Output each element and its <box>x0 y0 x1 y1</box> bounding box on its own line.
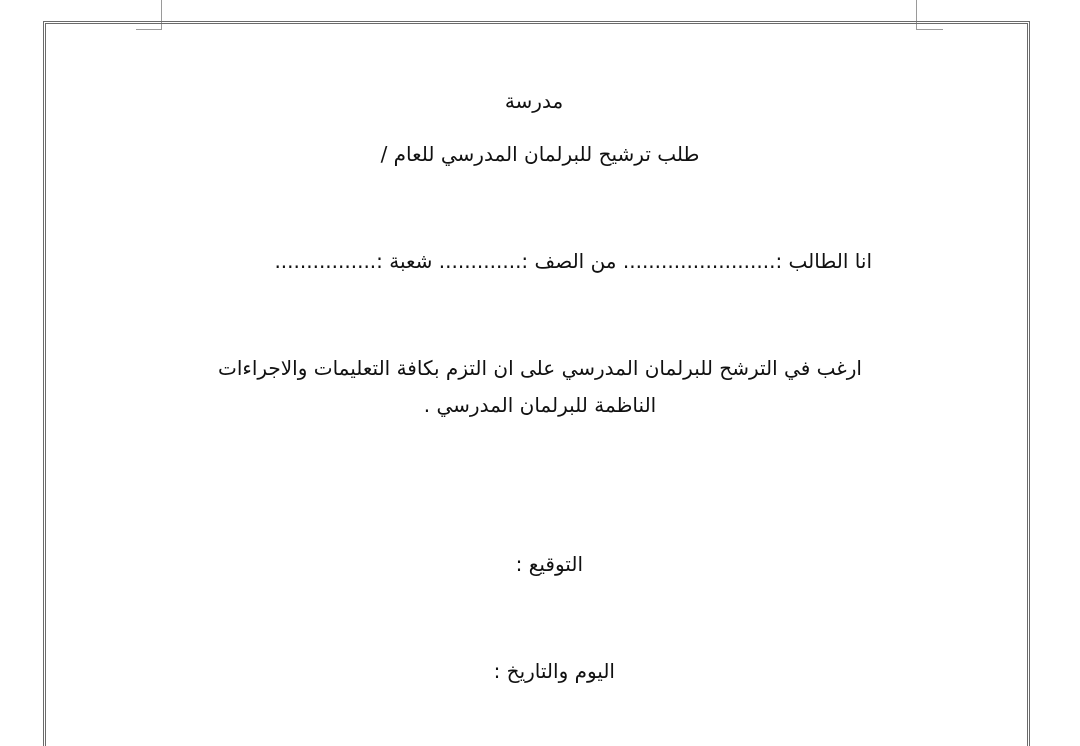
signature-label: التوقيع : <box>515 552 583 576</box>
form-title: طلب ترشيح للبرلمان المدرسي للعام / <box>380 142 700 166</box>
request-paragraph-line-1: ارغب في الترشح للبرلمان المدرسي على ان التزم بكافة التعليمات والاجراءات <box>218 356 862 380</box>
date-label: اليوم والتاريخ : <box>493 659 615 683</box>
page-border <box>43 21 1030 746</box>
school-label: مدرسة <box>504 89 564 113</box>
request-paragraph-line-2: الناظمة للبرلمان المدرسي . <box>423 393 657 417</box>
student-info-line: انا الطالب :........................ من الصف :............. شعبة :................ <box>274 249 872 273</box>
